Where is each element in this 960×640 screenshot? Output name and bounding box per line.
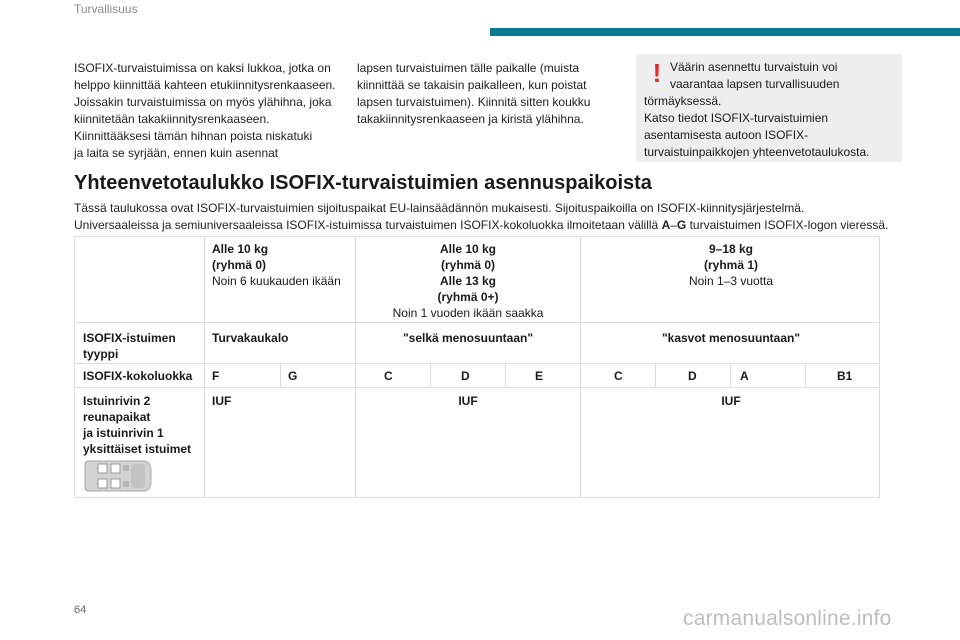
warning-line: Katso tiedot ISOFIX-turvaistuimien (644, 111, 829, 125)
warning-line: asentamisesta autoon ISOFIX- (644, 128, 809, 142)
intro-line: Kiinnittääksesi tämän hihnan poista niskatuki (74, 129, 313, 143)
group-class: (ryhmä 0) (212, 258, 267, 272)
group-age: Noin 1–3 vuotta (688, 274, 774, 288)
isofix-table (74, 236, 880, 498)
group-class: (ryhmä 0+) (437, 290, 499, 304)
page-number: 64 (74, 604, 87, 616)
seat-type-carrier: Turvakaukalo (212, 331, 289, 345)
grid-line (505, 363, 506, 387)
seat-type-label-line: tyyppi (83, 347, 119, 361)
van-seat-layout-icon (83, 459, 153, 498)
size-class-value: C (614, 369, 623, 383)
description-line-2 (74, 217, 934, 234)
seat-position-line: reunapaikat (83, 410, 151, 424)
group-weight: Alle 10 kg (212, 242, 269, 256)
grid-line (805, 363, 806, 387)
intro-line: takakiinnitysrenkaaseen ja kiristä ylähihna. (357, 112, 584, 126)
grid-line (204, 237, 205, 498)
watermark: carmanualsonline.info (683, 607, 892, 630)
grid-line (280, 363, 281, 387)
size-class-a: A (661, 218, 671, 232)
intro-line: lapsen turvaistuimen). Kiinnitä sitten koukku (357, 95, 591, 109)
seat-type-forward-facing: "kasvot menosuuntaan" (661, 331, 801, 345)
group-header-1 (212, 241, 352, 289)
group-weight: 9–18 kg (708, 242, 754, 256)
group-header-3 (581, 241, 881, 289)
size-class-label: ISOFIX-kokoluokka (83, 369, 193, 383)
size-class-value: F (212, 369, 220, 383)
description-text: Universaaleissa ja semiuniversaaleissa ISOFIX-istuimissa turvaistuimen ISOFIX-kokoluokka ilmoitetaan välillä (74, 218, 662, 232)
warning-line: vaarantaa lapsen turvallisuuden (670, 77, 840, 91)
seat-type-rear-facing: "selkä menosuuntaan" (402, 331, 534, 345)
warning-line: turvaistuinpaikkojen yhteenvetotaulukosta. (644, 145, 870, 159)
seat-type-label-line: ISOFIX-istuimen (83, 331, 176, 345)
group-class: (ryhmä 0) (440, 258, 496, 272)
group-age: Noin 6 kuukauden ikään (212, 274, 341, 288)
group-weight: Alle 10 kg (439, 242, 497, 256)
grid-line (75, 363, 880, 364)
group-class: (ryhmä 1) (703, 258, 759, 272)
warning-line: törmäyksessä. (644, 94, 722, 108)
grid-line (430, 363, 431, 387)
section-title: Yhteenvetotaulukko ISOFIX-turvaistuimien asennuspaikoista (74, 172, 652, 194)
size-class-value: D (688, 369, 697, 383)
seat-type-label (83, 330, 201, 362)
header-accent-bar (490, 28, 960, 36)
intro-line: kiinnitetään takakiinnitysrenkaaseen. (74, 112, 270, 126)
intro-line: ISOFIX-turvaistuimissa on kaksi lukkoa, jotka on (74, 61, 331, 75)
grid-line (655, 363, 656, 387)
grid-line (730, 363, 731, 387)
description-dash: – (670, 218, 677, 232)
warning-line: Väärin asennettu turvaistuin voi (670, 60, 838, 74)
seat-value: IUF (721, 394, 741, 408)
seat-position-line: Istuinrivin 2 (83, 394, 151, 408)
intro-column-2 (357, 60, 617, 128)
exclamation-icon: ! (652, 58, 662, 88)
seat-value: IUF (212, 394, 232, 408)
group-age: Noin 1 vuoden ikään saakka (392, 306, 544, 320)
running-head: Turvallisuus (74, 2, 138, 16)
size-class-value: B1 (837, 369, 853, 383)
size-class-value: D (461, 369, 470, 383)
seat-position-line: ja istuinrivin 1 (83, 426, 164, 440)
description-line-1: Tässä taulukossa ovat ISOFIX-turvaistuimien sijoituspaikat EU-lainsäädännön mukaisesti. Sijoituspaikoilla on ISOFIX-kiinnitysjärjestelmä. (74, 201, 805, 215)
grid-line (75, 322, 880, 323)
seat-position-label (83, 393, 203, 457)
intro-line: ja laita se syrjään, ennen kuin asennat (74, 146, 279, 160)
intro-column-1 (74, 60, 344, 162)
intro-line: helppo kiinnittää kahteen etukiinnitysrenkaaseen. (74, 78, 336, 92)
intro-line: kiinnittää se takaisin paikalleen, kun poistat (357, 78, 587, 92)
table-description (74, 200, 934, 234)
group-header-2 (356, 241, 580, 321)
grid-line (75, 387, 880, 388)
size-class-g: G (676, 218, 687, 232)
size-class-value: G (288, 369, 298, 383)
group-weight: Alle 13 kg (439, 274, 497, 288)
size-class-value: C (384, 369, 393, 383)
seat-value: IUF (458, 394, 478, 408)
size-class-value: E (535, 369, 544, 383)
warning-box (636, 54, 902, 162)
size-class-value: A (740, 369, 749, 383)
seat-position-line: yksittäiset istuimet (83, 442, 192, 456)
description-text: turvaistuimen ISOFIX-logon vieressä. (686, 218, 889, 232)
intro-line: lapsen turvaistuimen tälle paikalle (muista (357, 61, 580, 75)
intro-line: Joissakin turvaistuimissa on myös ylähihna, joka (74, 95, 332, 109)
